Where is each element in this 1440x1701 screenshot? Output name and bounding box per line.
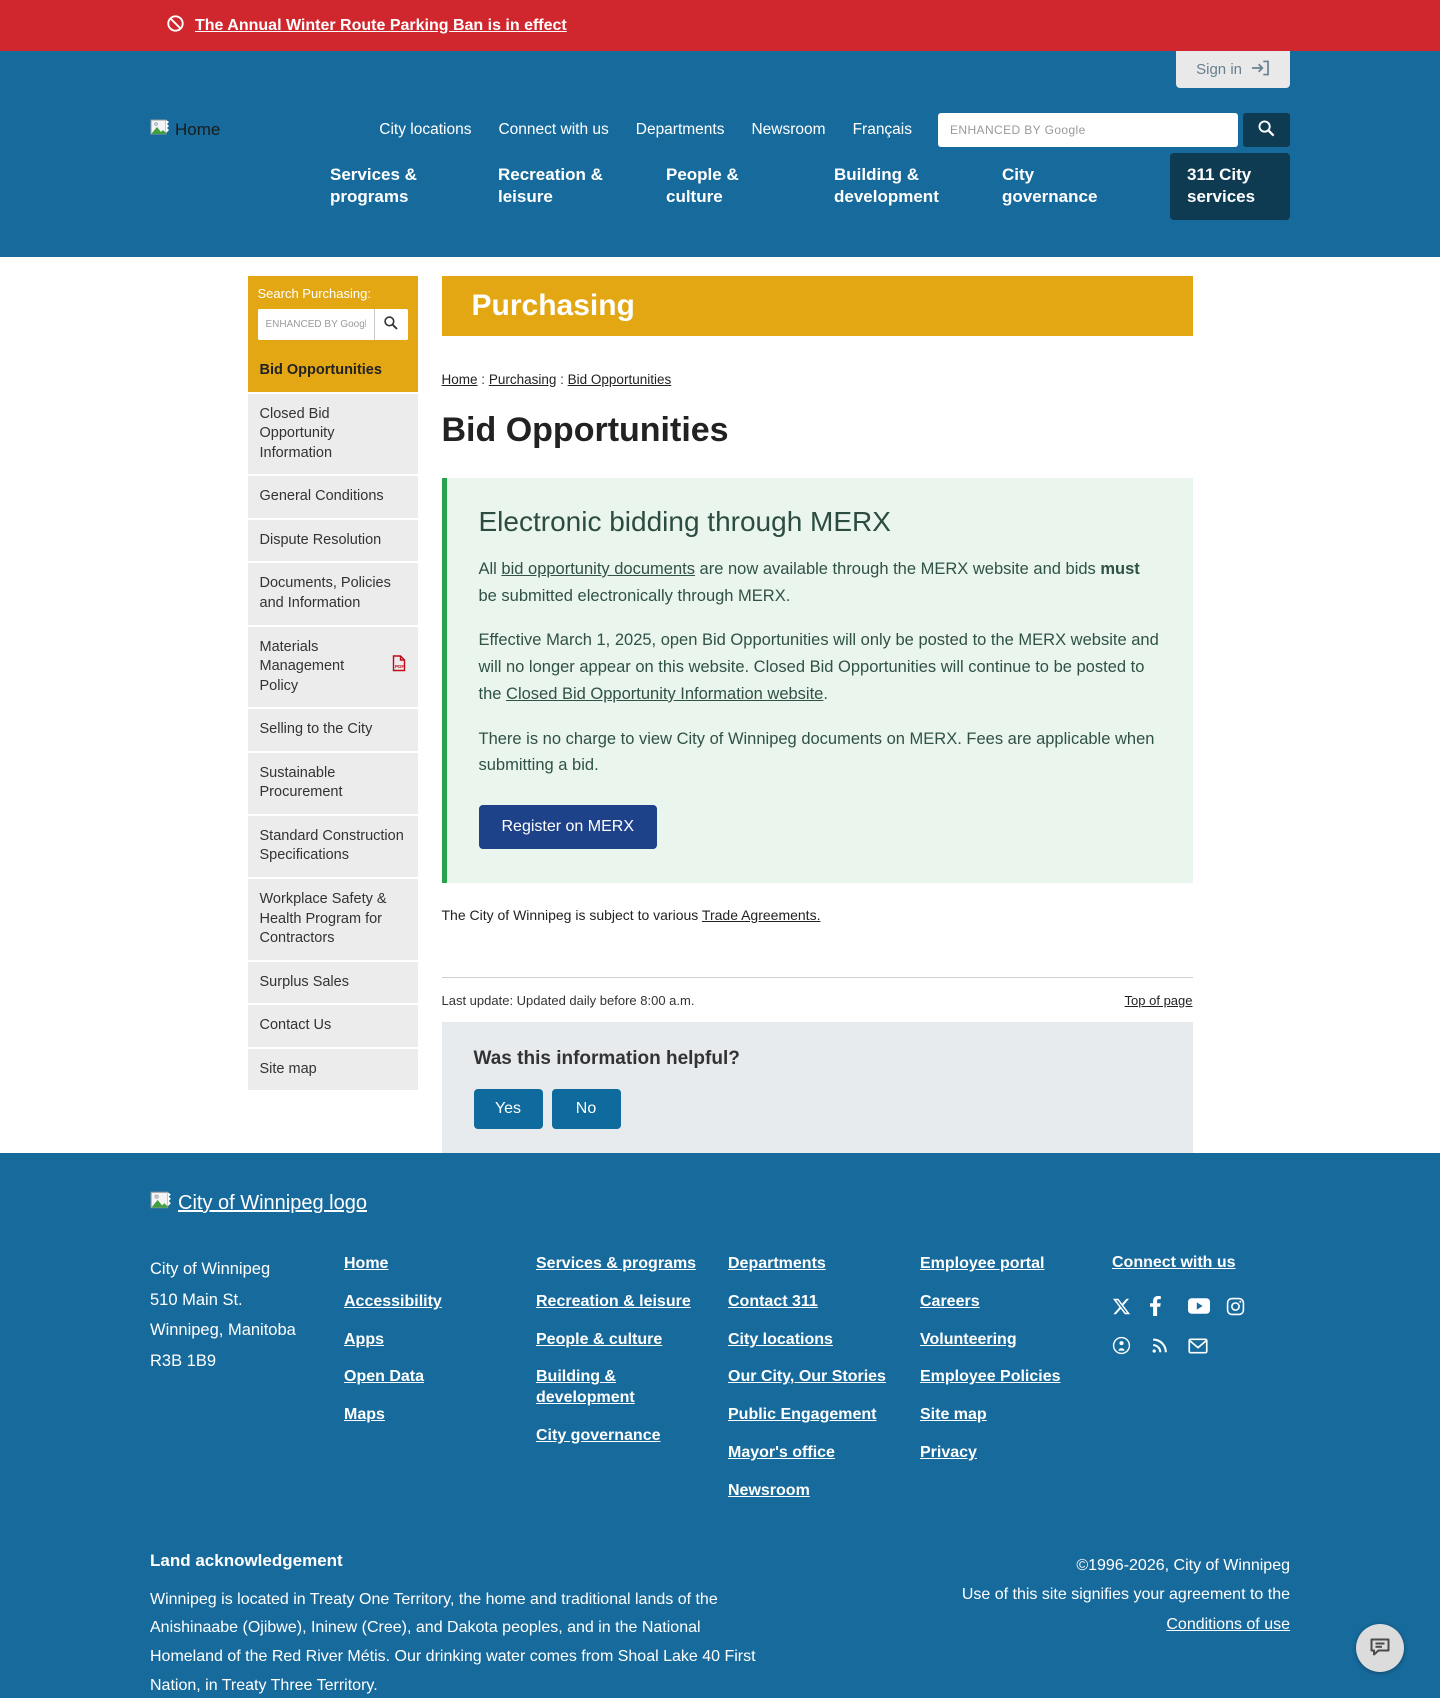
footer-link-services-programs[interactable]: Services & programs <box>536 1255 697 1272</box>
sidebar-item-materials-management-policy[interactable]: Materials Management Policy PDF <box>248 627 418 708</box>
site-search-input[interactable] <box>938 113 1238 147</box>
top-link-newsroom[interactable]: Newsroom <box>751 121 826 138</box>
callout-paragraph-1: All bid opportunity documents are now available through the MERX website and bids must be submitted electronically through MERX. <box>478 560 1140 605</box>
footer-link-privacy[interactable]: Privacy <box>920 1443 977 1461</box>
footer-link-city-locations[interactable]: City locations <box>728 1330 833 1348</box>
sidebar-item-site-map[interactable]: Site map <box>248 1049 418 1091</box>
copyright-text: ©1996-2026, City of Winnipeg <box>1076 1556 1290 1574</box>
footer-link-mayors-office[interactable]: Mayor's office <box>728 1443 835 1461</box>
sidebar-item-closed-bid-opportunity-information[interactable]: Closed Bid Opportunity Information <box>248 394 418 475</box>
footer-link-recreation-leisure[interactable]: Recreation & leisure <box>536 1292 691 1310</box>
nav-city-governance[interactable]: City governance <box>1002 165 1098 207</box>
footer-address: City of Winnipeg 510 Main St. Winnipeg, Manitoba R3B 1B9 <box>150 1260 296 1370</box>
sidebar-search-label: Search Purchasing: <box>257 286 371 301</box>
breadcrumb-purchasing[interactable]: Purchasing <box>488 372 557 387</box>
feedback-question: Was this information helpful? <box>473 1048 740 1070</box>
footer-link-apps[interactable]: Apps <box>344 1330 384 1348</box>
sidebar-search-input[interactable] <box>258 309 374 340</box>
sidebar-item-surplus-sales[interactable]: Surplus Sales <box>248 962 418 1004</box>
footer-link-public-engagement[interactable]: Public Engagement <box>728 1406 877 1424</box>
social-icons <box>1112 1296 1290 1355</box>
sidebar-item-bid-opportunities[interactable]: Bid Opportunities <box>248 350 418 392</box>
footer-link-contact-311[interactable]: Contact 311 <box>728 1292 818 1310</box>
section-title-bar <box>442 276 1193 336</box>
breadcrumb <box>442 372 1193 387</box>
sidebar-search-panel <box>248 276 418 350</box>
footer-link-volunteering[interactable]: Volunteering <box>920 1330 1017 1348</box>
trade-agreements-link[interactable]: Trade Agreements. <box>701 907 821 924</box>
facebook-icon[interactable] <box>1150 1296 1188 1316</box>
footer-link-newsroom[interactable]: Newsroom <box>728 1481 810 1499</box>
utility-nav <box>379 121 912 139</box>
login-arrow-icon <box>1251 60 1270 80</box>
sidebar-item-contact-us[interactable]: Contact Us <box>248 1005 418 1047</box>
footer-col-city <box>728 1254 920 1519</box>
svg-text:PDF: PDF <box>394 664 404 670</box>
sidebar-search-button[interactable] <box>374 309 408 340</box>
rss-icon[interactable] <box>1150 1336 1188 1355</box>
sidebar-item-selling-to-the-city[interactable]: Selling to the City <box>248 709 418 751</box>
nav-recreation-leisure[interactable]: Recreation & leisure <box>498 165 603 207</box>
footer-col-connect <box>1112 1254 1290 1519</box>
trade-agreements-line: The City of Winnipeg is subject to various Trade Agreements. <box>441 907 821 924</box>
breadcrumb-separator: : <box>481 372 486 387</box>
pdf-icon <box>392 655 406 679</box>
footer-col-services <box>536 1254 728 1519</box>
sidebar-item-standard-construction-specifications[interactable]: Standard Construction Specifications <box>248 816 418 877</box>
feedback-yes-button[interactable]: Yes <box>474 1089 543 1129</box>
main-nav <box>150 164 1290 220</box>
merx-callout <box>442 478 1193 883</box>
footer-legal <box>860 1551 1290 1701</box>
footer-link-building-development[interactable]: Building & development <box>536 1368 635 1407</box>
callout-paragraph-2: Effective March 1, 2025, open Bid Opportunities will only be posted to the MERX website and will no longer appear on this website. Closed Bid Opportunities will continue to be posted to the Closed Bid Opportunity Information website. <box>478 631 1159 703</box>
sidebar-item-dispute-resolution[interactable]: Dispute Resolution <box>248 520 418 562</box>
callout-paragraph-3: There is no charge to view City of Winnipeg documents on MERX. Fees are applicable when submitting a bid. <box>478 729 1155 775</box>
footer-link-maps[interactable]: Maps <box>344 1406 385 1424</box>
feedback-panel <box>442 1022 1193 1153</box>
land-acknowledgement-title: Land acknowledgement <box>150 1550 343 1570</box>
footer-logo-alt-text: City of Winnipeg logo <box>178 1192 367 1214</box>
home-logo-alt-text: Home <box>175 120 221 139</box>
footer-link-site-map[interactable]: Site map <box>920 1406 987 1424</box>
footer-link-home[interactable]: Home <box>344 1255 389 1272</box>
broken-image-icon <box>150 119 170 141</box>
site-header <box>0 51 1440 257</box>
sidebar-item-sustainable-procurement[interactable]: Sustainable Procurement <box>248 753 418 814</box>
nav-people-culture[interactable]: People & culture <box>666 165 739 207</box>
bid-opportunity-documents-link[interactable]: bid opportunity documents <box>501 560 695 578</box>
page-title: Bid Opportunities <box>441 411 729 449</box>
instagram-icon[interactable] <box>1226 1296 1264 1316</box>
footer-link-people-culture[interactable]: People & culture <box>536 1330 663 1348</box>
chat-widget-button[interactable] <box>1356 1624 1404 1672</box>
page-meta-row <box>442 977 1193 1008</box>
footer-col-employment <box>920 1254 1112 1519</box>
top-link-city-locations[interactable]: City locations <box>379 121 472 138</box>
x-twitter-icon[interactable] <box>1112 1296 1150 1316</box>
sidebar-item-workplace-safety-health-program[interactable]: Workplace Safety & Health Program for Contractors <box>248 879 418 960</box>
main-content <box>442 276 1193 1153</box>
breadcrumb-home[interactable]: Home <box>441 372 478 387</box>
email-icon[interactable] <box>1188 1336 1226 1355</box>
footer-link-careers[interactable]: Careers <box>920 1292 980 1310</box>
sidebar-menu <box>248 350 418 1090</box>
conditions-of-use-link[interactable]: Conditions of use <box>1166 1615 1290 1633</box>
footer-link-employee-portal[interactable]: Employee portal <box>920 1255 1045 1272</box>
footer-link-city-governance[interactable]: City governance <box>536 1426 661 1444</box>
register-on-merx-button[interactable]: Register on MERX <box>479 805 658 849</box>
footer-logo-link[interactable] <box>150 1191 367 1216</box>
last-update-text: Last update: Updated daily before 8:00 a.m. <box>441 993 695 1009</box>
ban-icon <box>166 14 185 38</box>
alert-bar <box>0 0 1440 51</box>
land-acknowledgement-text: Winnipeg is located in Treaty One Territory, the home and traditional lands of the Anishinaabe (Ojibwe), Ininew (Cree), and Dakota peoples, and in the National Homeland of the Red River Métis. Our drinking water comes from Shoal Lake 40 First Nation, in Treaty Three Territory. <box>150 1590 756 1694</box>
footer-col-general <box>344 1254 536 1519</box>
sidebar-item-general-conditions[interactable]: General Conditions <box>248 476 418 518</box>
feedback-no-button[interactable]: No <box>552 1089 621 1129</box>
alert-link[interactable]: The Annual Winter Route Parking Ban is in effect <box>195 16 567 34</box>
top-of-page-link[interactable]: Top of page <box>1124 993 1193 1009</box>
site-search-button[interactable] <box>1243 113 1290 147</box>
youtube-icon[interactable] <box>1188 1296 1226 1316</box>
site-search <box>938 113 1290 147</box>
nav-services-programs[interactable]: Services & programs <box>330 165 417 207</box>
top-link-departments[interactable]: Departments <box>635 121 725 138</box>
section-title: Purchasing <box>471 289 635 322</box>
nav-311-city-services[interactable]: 311 City services <box>1170 153 1290 220</box>
breadcrumb-bid-opportunities[interactable]: Bid Opportunities <box>567 372 672 387</box>
footer-link-employee-policies[interactable]: Employee Policies <box>920 1368 1061 1386</box>
footer-link-open-data[interactable]: Open Data <box>344 1368 425 1386</box>
podcast-icon[interactable] <box>1112 1336 1150 1355</box>
land-acknowledgement <box>150 1551 760 1701</box>
search-icon <box>1257 119 1276 141</box>
site-footer <box>0 1153 1440 1698</box>
purchasing-sidebar <box>248 276 418 1153</box>
broken-image-icon <box>150 1191 172 1216</box>
footer-link-our-city-our-stories[interactable]: Our City, Our Stories <box>728 1368 886 1386</box>
agreement-text: Use of this site signifies your agreement to the <box>961 1586 1290 1604</box>
chat-bubble-icon <box>1368 1635 1392 1662</box>
sign-in-button[interactable] <box>1176 51 1290 88</box>
search-icon <box>383 315 399 334</box>
footer-link-departments[interactable]: Departments <box>728 1255 826 1272</box>
home-logo-link[interactable] <box>150 119 220 141</box>
sign-in-label: Sign in <box>1196 61 1242 78</box>
top-link-francais[interactable]: Français <box>852 121 912 138</box>
top-link-connect-with-us[interactable]: Connect with us <box>498 121 609 138</box>
callout-title: Electronic bidding through MERX <box>478 506 891 537</box>
sidebar-item-documents-policies-information[interactable]: Documents, Policies and Information <box>248 563 418 624</box>
nav-building-development[interactable]: Building & development <box>834 165 939 207</box>
footer-link-accessibility[interactable]: Accessibility <box>344 1292 442 1310</box>
breadcrumb-separator: : <box>560 372 564 387</box>
footer-link-connect-with-us[interactable]: Connect with us <box>1112 1254 1236 1271</box>
closed-bid-opportunity-website-link[interactable]: Closed Bid Opportunity Information website <box>506 684 824 703</box>
